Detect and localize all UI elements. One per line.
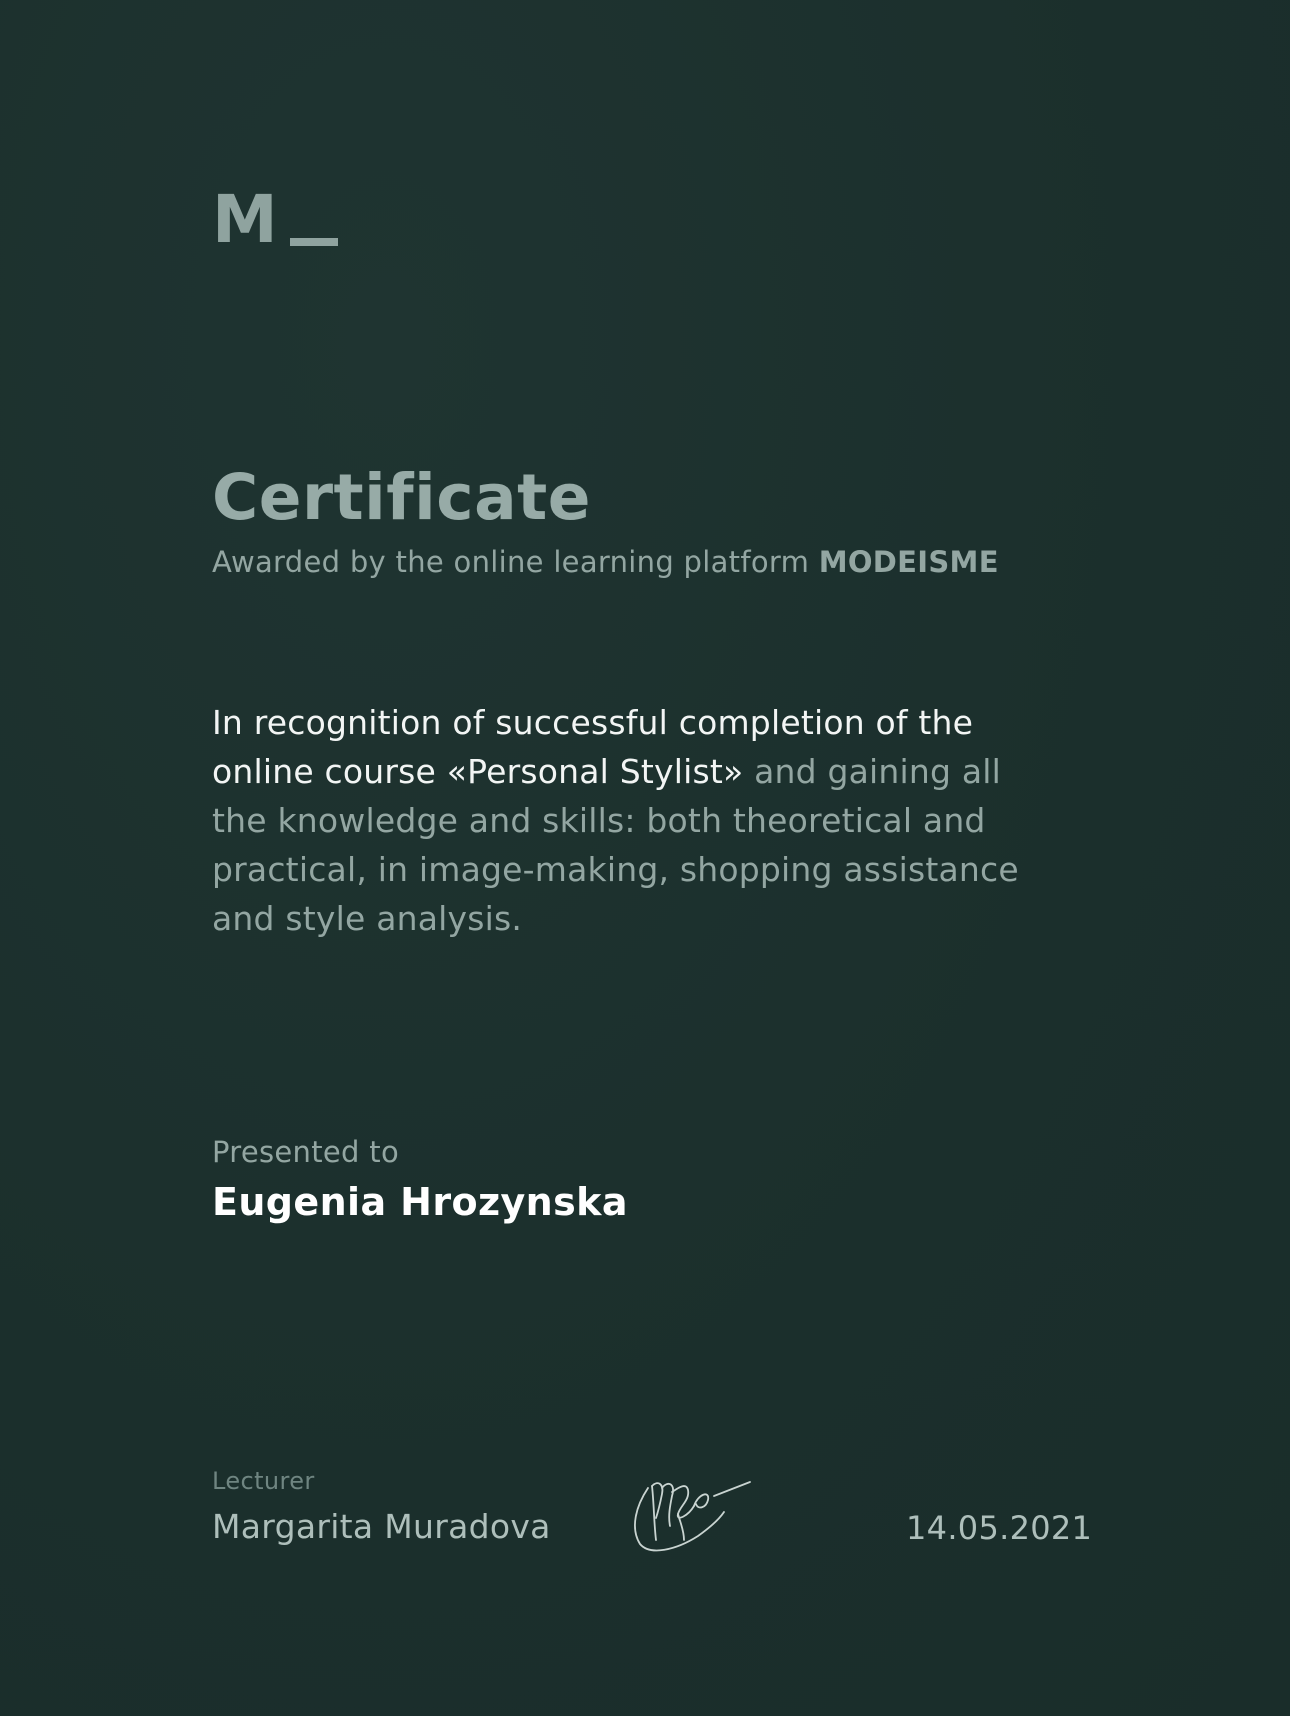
recipient-name: Eugenia Hrozynska <box>212 1180 628 1224</box>
recognition-course-text: In recognition of successful completion of the online course «Personal Stylist» <box>212 703 974 791</box>
lecturer-name: Margarita Muradova <box>212 1507 551 1546</box>
lecturer-label: Lecturer <box>212 1467 315 1495</box>
brand-logo <box>212 181 338 258</box>
certificate-title: Certificate <box>212 461 591 534</box>
logo-underscore <box>290 238 338 246</box>
presented-to-label: Presented to <box>212 1135 399 1169</box>
issue-date: 14.05.2021 <box>906 1509 1093 1547</box>
platform-name: MODEISME <box>818 545 999 579</box>
logo-letter: M <box>212 181 278 258</box>
recognition-skills-text: and gaining all the knowledge and skills: both theoretical and practical, in image-making, shopping assistance and style analysis. <box>212 752 1019 938</box>
certificate-subtitle <box>212 544 999 580</box>
subtitle-text: Awarded by the online learning platform <box>212 545 819 579</box>
signature-icon <box>628 1466 754 1552</box>
recognition-paragraph <box>212 698 1032 943</box>
